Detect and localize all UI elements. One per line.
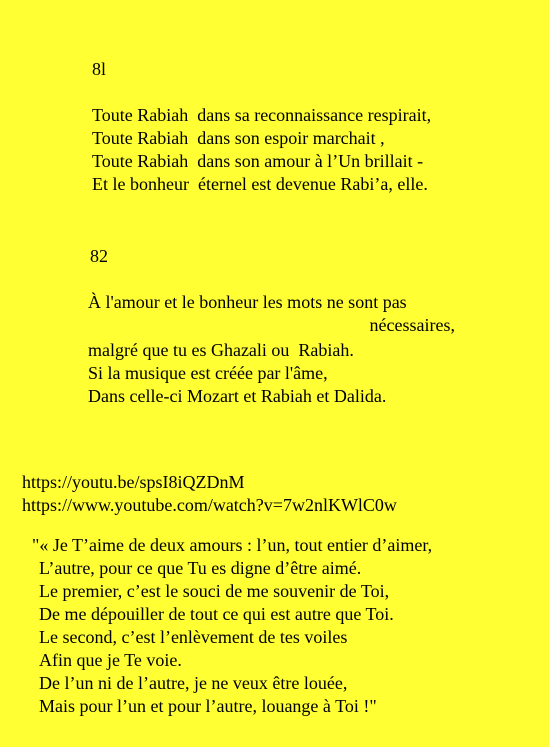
poem-81-line-4: Et le bonheur éternel est devenue Rabi’a, elle. — [92, 174, 428, 194]
quote-line-8: Mais pour l’un et pour l’autre, louange à Toi !" — [39, 696, 377, 716]
quote-line-3: Le premier, c’est le souci de me souvenir de Toi, — [39, 581, 390, 601]
poem-82-line-2: nécessaires, — [369, 315, 455, 335]
poem-81-line-2: Toute Rabiah dans son espoir marchait , — [92, 128, 385, 148]
quote-line-6: Afin que je Te voie. — [39, 650, 182, 670]
poem-82-number: 82 — [90, 246, 108, 266]
quote-line-4: De me dépouiller de tout ce qui est autre que Toi. — [39, 604, 394, 624]
poem-82-line-1: À l'amour et le bonheur les mots ne sont pas — [88, 292, 407, 312]
poem-81-number: 8l — [92, 59, 107, 79]
quote-line-2: L’autre, pour ce que Tu es digne d’être aimé. — [39, 558, 362, 578]
quote-line-7: De l’un ni de l’autre, je ne veux être louée, — [39, 673, 348, 693]
poem-82-line-5: Dans celle-ci Mozart et Rabiah et Dalida. — [88, 386, 387, 406]
poem-81-line-3: Toute Rabiah dans son amour à l’Un brillait - — [92, 151, 424, 171]
youtube-link-1[interactable]: https://youtu.be/spsI8iQZDnM — [22, 472, 245, 492]
poem-82-line-3: malgré que tu es Ghazali ou Rabiah. — [88, 340, 354, 360]
poem-81-line-1: Toute Rabiah dans sa reconnaissance respirait, — [92, 105, 432, 125]
quote-line-5: Le second, c’est l’enlèvement de tes voiles — [39, 627, 348, 647]
poem-82-line-4: Si la musique est créée par l'âme, — [88, 363, 328, 383]
quote-line-1: "« Je T’aime de deux amours : l’un, tout entier d’aimer, — [32, 535, 433, 555]
youtube-link-2[interactable]: https://www.youtube.com/watch?v=7w2nlKWlC0w — [22, 495, 397, 515]
